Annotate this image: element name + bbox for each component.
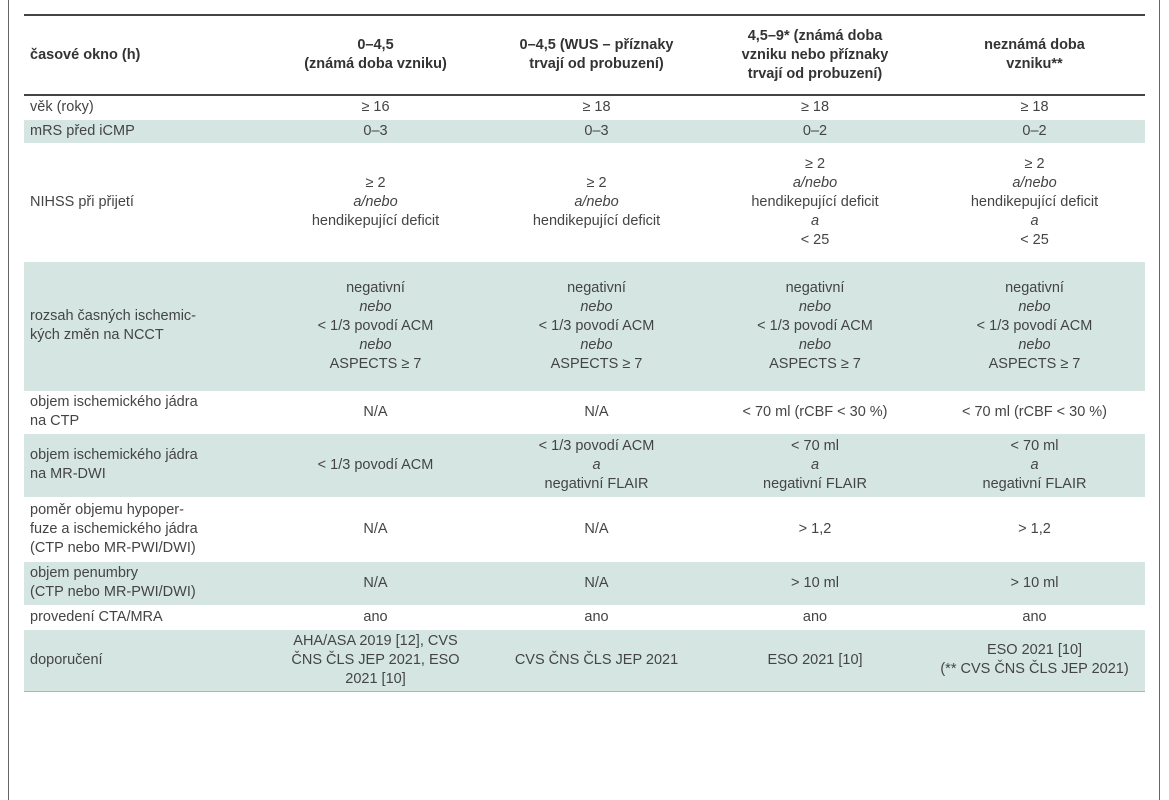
table-cell bbox=[487, 605, 706, 629]
table-cell bbox=[264, 561, 487, 605]
table-cell bbox=[264, 119, 487, 143]
row-label-line: (CTP nebo MR-PWI/DWI) bbox=[30, 584, 196, 600]
table-cell bbox=[706, 119, 924, 143]
cell-value: < 25 bbox=[800, 231, 830, 248]
row-label-line: rozsah časných ischemic- bbox=[30, 308, 196, 324]
row-label bbox=[24, 433, 264, 497]
table-cell bbox=[924, 95, 1145, 119]
cell-value: 0–2 bbox=[802, 122, 828, 139]
table-cell bbox=[706, 95, 924, 119]
cell-value: N/A bbox=[363, 520, 388, 537]
row-label-line: provedení CTA/MRA bbox=[30, 608, 163, 625]
table-cell bbox=[264, 95, 487, 119]
cell-value: < 70 ml (rCBF < 30 %) bbox=[961, 403, 1108, 420]
table-cell bbox=[487, 119, 706, 143]
cell-value: > 10 ml bbox=[1010, 574, 1059, 591]
table-cell bbox=[924, 433, 1145, 497]
table-cell bbox=[264, 629, 487, 691]
cell-value: < 25 bbox=[1020, 231, 1049, 248]
cell-value: ≥ 2 bbox=[365, 174, 386, 191]
row-label bbox=[24, 95, 264, 119]
criteria-table bbox=[24, 14, 1145, 692]
row-label bbox=[24, 561, 264, 605]
row-label-line: na CTP bbox=[30, 413, 80, 429]
row-label-line: objem ischemického jádra bbox=[30, 447, 198, 463]
header-line: časové okno (h) bbox=[30, 46, 141, 63]
cell-value: ASPECTS ≥ 7 bbox=[988, 355, 1081, 372]
cell-connector: nebo bbox=[1018, 298, 1051, 315]
cell-value: < 70 ml bbox=[1010, 437, 1059, 454]
table-row bbox=[24, 391, 1145, 433]
header-extended-window bbox=[706, 15, 924, 95]
row-label-line: doporučení bbox=[30, 651, 103, 668]
cell-value: ≥ 2 bbox=[1024, 155, 1045, 172]
table-cell bbox=[264, 143, 487, 261]
cell-value: negativní bbox=[1005, 279, 1064, 296]
table-row bbox=[24, 629, 1145, 691]
table-cell bbox=[487, 143, 706, 261]
cell-connector: a bbox=[810, 212, 820, 229]
header-line: 0–4,5 bbox=[357, 37, 394, 53]
cell-connector: a/nebo bbox=[1012, 174, 1057, 191]
table-cell bbox=[706, 605, 924, 629]
header-line: trvají od probuzení) bbox=[529, 56, 664, 72]
cell-value: ≥ 2 bbox=[586, 174, 607, 191]
row-label-line: kých změn na NCCT bbox=[30, 327, 164, 343]
cell-connector: a/nebo bbox=[574, 193, 619, 210]
table-cell bbox=[924, 119, 1145, 143]
table-row bbox=[24, 497, 1145, 561]
table-cell bbox=[924, 261, 1145, 391]
cell-value: < 1/3 povodí ACM bbox=[317, 456, 434, 473]
table-row bbox=[24, 561, 1145, 605]
header-line: neznámá doba bbox=[984, 37, 1085, 53]
cell-value: N/A bbox=[363, 403, 388, 420]
cell-value: ≥ 18 bbox=[582, 98, 611, 115]
row-label-line: věk (roky) bbox=[30, 98, 94, 115]
table-cell bbox=[264, 497, 487, 561]
row-label-line: mRS před iCMP bbox=[30, 122, 135, 139]
cell-value: ano bbox=[802, 608, 828, 625]
table-cell bbox=[706, 433, 924, 497]
cell-connector: a bbox=[1030, 212, 1039, 229]
cell-value: ≥ 2 bbox=[804, 155, 826, 172]
cell-value: < 1/3 povodí ACM bbox=[757, 317, 873, 334]
cell-value: ESO 2021 [10] bbox=[767, 651, 863, 668]
table-cell bbox=[264, 605, 487, 629]
cell-connector: nebo bbox=[359, 298, 392, 315]
cell-connector: nebo bbox=[580, 298, 613, 315]
cell-value: negativní bbox=[567, 279, 626, 296]
header-line: vzniku** bbox=[1006, 56, 1063, 72]
cell-connector: a bbox=[1030, 456, 1039, 473]
table-row bbox=[24, 433, 1145, 497]
table-row bbox=[24, 95, 1145, 119]
table-cell bbox=[706, 561, 924, 605]
table-cell bbox=[487, 391, 706, 433]
cell-value: 2021 [10] bbox=[345, 670, 406, 687]
header-line: 0–4,5 (WUS – příznaky bbox=[519, 37, 674, 53]
cell-value: ASPECTS ≥ 7 bbox=[329, 355, 422, 372]
cell-value: < 1/3 povodí ACM bbox=[538, 317, 655, 334]
cell-value: AHA/ASA 2019 [12], CVS bbox=[293, 632, 458, 649]
cell-connector: nebo bbox=[798, 336, 832, 353]
cell-value: > 10 ml bbox=[791, 574, 839, 591]
table-cell bbox=[487, 433, 706, 497]
header-time-window bbox=[24, 15, 264, 95]
cell-connector: a bbox=[592, 456, 601, 473]
cell-value: (** CVS ČNS ČLS JEP 2021) bbox=[940, 661, 1129, 677]
cell-value: N/A bbox=[363, 574, 388, 591]
cell-value: hendikepující deficit bbox=[970, 193, 1099, 210]
cell-connector: nebo bbox=[1018, 336, 1051, 353]
cell-value: negativní bbox=[346, 279, 405, 296]
table-cell bbox=[706, 629, 924, 691]
cell-connector: a/nebo bbox=[792, 174, 838, 191]
table-cell bbox=[924, 143, 1145, 261]
cell-connector: a/nebo bbox=[353, 193, 398, 210]
cell-value: 0–3 bbox=[584, 122, 609, 139]
row-label-line: na MR-DWI bbox=[30, 466, 106, 482]
row-label-line: fuze a ischemického jádra bbox=[30, 520, 198, 537]
table-row bbox=[24, 605, 1145, 629]
cell-value: > 1,2 bbox=[1018, 520, 1051, 537]
cell-value: ano bbox=[1022, 608, 1047, 625]
table-cell bbox=[487, 95, 706, 119]
cell-value: 0–2 bbox=[1022, 122, 1047, 139]
cell-value: negativní FLAIR bbox=[763, 475, 867, 492]
header-row bbox=[24, 15, 1145, 95]
table-header bbox=[24, 15, 1145, 95]
table-body bbox=[24, 95, 1145, 691]
header-known-onset bbox=[264, 15, 487, 95]
cell-value: hendikepující deficit bbox=[311, 212, 440, 229]
table-cell bbox=[487, 261, 706, 391]
cell-connector: a bbox=[810, 456, 820, 473]
header-line: vzniku nebo příznaky bbox=[741, 46, 889, 63]
table-cell bbox=[706, 261, 924, 391]
cell-value: negativní FLAIR bbox=[982, 475, 1087, 492]
table-cell bbox=[264, 433, 487, 497]
table-cell bbox=[487, 561, 706, 605]
table-cell bbox=[924, 561, 1145, 605]
cell-value: > 1,2 bbox=[798, 520, 832, 537]
cell-value: hendikepující deficit bbox=[751, 193, 879, 210]
cell-value: 0–3 bbox=[363, 122, 388, 139]
table-row bbox=[24, 261, 1145, 391]
row-label bbox=[24, 391, 264, 433]
table-cell bbox=[487, 497, 706, 561]
row-label bbox=[24, 497, 264, 561]
cell-connector: nebo bbox=[798, 298, 832, 315]
header-line: (známá doba vzniku) bbox=[304, 56, 447, 72]
row-label-line: objem penumbry bbox=[30, 565, 138, 581]
cell-value: ČNS ČLS JEP 2021, ESO bbox=[291, 651, 460, 668]
header-unknown-onset bbox=[924, 15, 1145, 95]
table-cell bbox=[264, 261, 487, 391]
row-label-line: (CTP nebo MR-PWI/DWI) bbox=[30, 539, 196, 556]
row-label bbox=[24, 119, 264, 143]
row-label-line: poměr objemu hypoper- bbox=[30, 501, 184, 518]
cell-value: < 1/3 povodí ACM bbox=[317, 317, 434, 334]
row-label bbox=[24, 143, 264, 261]
row-label-line: NIHSS při přijetí bbox=[30, 193, 134, 210]
cell-value: ≥ 16 bbox=[361, 98, 390, 115]
table-cell bbox=[924, 497, 1145, 561]
table-cell bbox=[924, 629, 1145, 691]
cell-value: ano bbox=[584, 608, 609, 625]
table-cell bbox=[487, 629, 706, 691]
table-row bbox=[24, 143, 1145, 261]
table-row bbox=[24, 119, 1145, 143]
cell-value: < 1/3 povodí ACM bbox=[538, 437, 655, 454]
row-label-line: objem ischemického jádra bbox=[30, 394, 198, 410]
row-label bbox=[24, 629, 264, 691]
cell-value: ano bbox=[363, 608, 388, 625]
cell-value: N/A bbox=[584, 403, 609, 420]
table-cell bbox=[706, 143, 924, 261]
table-cell bbox=[924, 605, 1145, 629]
cell-value: N/A bbox=[584, 574, 609, 591]
cell-connector: nebo bbox=[359, 336, 392, 353]
cell-value: negativní FLAIR bbox=[544, 475, 649, 492]
table-cell bbox=[264, 391, 487, 433]
table-cell bbox=[706, 391, 924, 433]
cell-value: ASPECTS ≥ 7 bbox=[769, 355, 861, 372]
row-label bbox=[24, 261, 264, 391]
cell-value: ESO 2021 [10] bbox=[986, 642, 1083, 658]
cell-value: negativní bbox=[785, 279, 845, 296]
header-line: trvají od probuzení) bbox=[747, 65, 883, 82]
cell-connector: nebo bbox=[580, 336, 613, 353]
cell-value: N/A bbox=[584, 520, 609, 537]
cell-value: < 70 ml (rCBF < 30 %) bbox=[742, 403, 888, 420]
row-label bbox=[24, 605, 264, 629]
cell-value: < 70 ml bbox=[791, 437, 839, 454]
header-line: 4,5–9* (známá doba bbox=[747, 27, 883, 44]
cell-value: < 1/3 povodí ACM bbox=[976, 317, 1093, 334]
cell-value: ASPECTS ≥ 7 bbox=[550, 355, 643, 372]
cell-value: ≥ 18 bbox=[800, 98, 830, 115]
cell-value: hendikepující deficit bbox=[532, 212, 661, 229]
table-cell bbox=[924, 391, 1145, 433]
cell-value: ≥ 18 bbox=[1020, 98, 1049, 115]
cell-value: CVS ČNS ČLS JEP 2021 bbox=[514, 651, 679, 668]
table-cell bbox=[706, 497, 924, 561]
header-wake-up bbox=[487, 15, 706, 95]
